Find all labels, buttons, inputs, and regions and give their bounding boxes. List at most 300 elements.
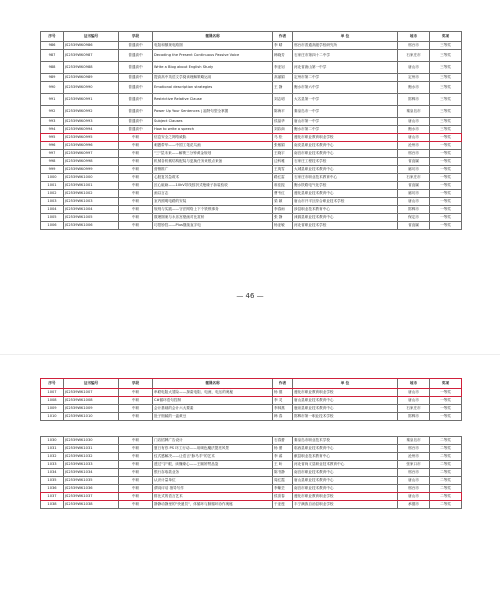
- table-row: [41, 74, 462, 82]
- cell-unit: 邯郸市第一职业技术学校: [293, 413, 398, 421]
- cell-city: 唐山市: [398, 62, 430, 74]
- cell-num: 1004: [41, 206, 64, 214]
- cell-author: 谁佳振: [273, 182, 293, 190]
- cell-num: 1003: [41, 198, 64, 206]
- cell-cert: JS2539WK0999: [64, 166, 119, 174]
- cell-award: 一等奖: [430, 198, 462, 206]
- cell-cert: JS2539WK1003: [64, 198, 119, 206]
- cell-num: 992: [41, 106, 64, 118]
- cell-num: 999: [41, 166, 64, 174]
- cell-title: 串联电阻大冒险——探索电阻、电流、电压的奥秘: [153, 389, 273, 397]
- cell-award: 二等奖: [430, 501, 462, 509]
- table-row: [41, 82, 462, 94]
- cell-title: C#循环语句控制: [153, 397, 273, 405]
- cell-award: 一等奖: [430, 166, 462, 174]
- cell-city: 省直属: [398, 222, 430, 230]
- cell-title: 数理图案与永乐宫壁画对比赏析: [153, 214, 273, 222]
- cell-stage: 中职: [119, 477, 153, 485]
- cell-cert: JS2539WK1034: [64, 469, 119, 477]
- cell-author: 路红雷: [273, 174, 293, 182]
- cell-stage: 中职: [119, 445, 153, 453]
- cell-author: 曹韦红: [273, 190, 293, 198]
- table-row: [41, 461, 462, 469]
- cell-title: 提高高中英语文学阅读理解策略运用: [153, 74, 273, 82]
- cell-city: 秦皇岛市: [398, 106, 430, 118]
- cell-unit: 石家庄工程技术学校: [293, 158, 398, 166]
- cell-cert: JS2539WK1004: [64, 206, 119, 214]
- cell-stage: 普通高中: [119, 82, 153, 94]
- cell-unit: 衡水市第二中学: [293, 126, 398, 134]
- table-row: [41, 405, 462, 413]
- cell-title: 匠心砥砺——10kV导线按折式绝缘子拆装验收: [153, 182, 273, 190]
- cell-cert: JS2539WK0987: [64, 50, 119, 62]
- cell-stage: 中职: [119, 142, 153, 150]
- cell-author: 刘彩商: [273, 126, 293, 134]
- cell-cert: JS2539WK0997: [64, 150, 119, 158]
- cell-unit: 唐山市第一中学: [293, 118, 398, 126]
- cell-city: 承德市: [398, 501, 430, 509]
- cell-stage: 中职: [119, 461, 153, 469]
- cell-author: 侯喜春: [273, 493, 293, 501]
- cell-city: 廊坊市: [398, 190, 430, 198]
- cell-author: 韩 春: [273, 413, 293, 421]
- col-header-author: 作者: [273, 379, 293, 389]
- cell-city: 邯郸市: [398, 94, 430, 106]
- cell-award: 一等奖: [430, 389, 462, 397]
- cell-title: 信息安全之网络威胁: [153, 134, 273, 142]
- cell-num: 993: [41, 118, 64, 126]
- table-row: [41, 453, 462, 461]
- col-header-stage: 学段: [119, 379, 153, 389]
- cell-stage: 中职: [119, 493, 153, 501]
- table-header-row: [41, 32, 462, 42]
- cell-unit: 唐山县职业技术教育中心: [293, 397, 398, 405]
- cell-author: 李紫芸: [273, 485, 293, 493]
- cell-title: 静静动静里的"快递员"，体循环与肺循环协作奥秘: [153, 501, 273, 509]
- cell-author: 李 晴: [273, 42, 293, 50]
- cell-stage: 中职: [119, 174, 153, 182]
- cell-cert: JS2539WK1033: [64, 461, 119, 469]
- table-row: [41, 397, 462, 405]
- cell-num: 987: [41, 50, 64, 62]
- cell-city: 石家庄市: [398, 174, 430, 182]
- cell-num: 1036: [41, 485, 64, 493]
- cell-cert: JS2539WK1001: [64, 182, 119, 190]
- cell-num: 989: [41, 74, 64, 82]
- cell-unit: 遵化市职业教育职业学校: [293, 389, 398, 397]
- cell-unit: 南宫市职业技术教育中心: [293, 469, 398, 477]
- cell-author: 杨 蕾: [273, 445, 293, 453]
- cell-unit: 衡水铁路电气化学校: [293, 182, 398, 190]
- cell-award: 一等奖: [430, 405, 462, 413]
- cell-author: 梁 颖: [273, 198, 293, 206]
- table-row: [41, 206, 462, 214]
- table-body: [41, 437, 462, 509]
- cell-stage: 中职: [119, 166, 153, 174]
- page-divider: [0, 354, 500, 355]
- cell-num: 990: [41, 82, 64, 94]
- cell-unit: 邢台市普通高级学校研究所: [293, 42, 398, 50]
- cell-city: 唐山市: [398, 477, 430, 485]
- cell-title: 机械各机械结构配装与更换任务来根点来备: [153, 158, 273, 166]
- cell-author: 高丽娟: [273, 74, 293, 82]
- col-header-num: 序号: [41, 32, 64, 42]
- cell-city: 衡水市: [398, 126, 430, 134]
- cell-award: 三等奖: [430, 74, 462, 82]
- cell-city: 省直属: [398, 158, 430, 166]
- cell-author: 刘志明: [273, 94, 293, 106]
- cell-city: 唐山市: [398, 389, 430, 397]
- cell-author: 李春雨: [273, 206, 293, 214]
- cell-num: 1005: [41, 214, 64, 222]
- col-header-title: 微课名称: [153, 379, 273, 389]
- cell-city: 唐山市: [398, 134, 430, 142]
- cell-cert: JS2539WK1009: [64, 405, 119, 413]
- cell-num: 1030: [41, 437, 64, 445]
- cell-cert: JS2539WK1035: [64, 477, 119, 485]
- award-table-page47-top: [40, 378, 462, 421]
- table-row: [41, 190, 462, 198]
- cell-cert: JS2539WK1006: [64, 222, 119, 230]
- cell-title: Restrictive Relative Clause: [153, 94, 273, 106]
- cell-award: 一等奖: [430, 397, 462, 405]
- cell-author: 边科雅: [273, 158, 293, 166]
- cell-city: 石家庄市: [398, 405, 430, 413]
- cell-unit: 涞源县职业技术教育中心: [293, 214, 398, 222]
- table-row: [41, 437, 462, 445]
- cell-unit: 秦皇岛市职业技术学校: [293, 437, 398, 445]
- cell-title: 透过"字"眼，读懂缘心——王顺婷赞品鉴: [153, 461, 273, 469]
- cell-city: 沧州市: [398, 453, 430, 461]
- cell-title: 谓词评话 指导写作: [153, 485, 273, 493]
- cell-author: 王 昕: [273, 461, 293, 469]
- cell-cert: JS2539WK1031: [64, 445, 119, 453]
- cell-num: 1001: [41, 182, 64, 190]
- cell-award: 二等奖: [430, 469, 462, 477]
- cell-cert: JS2539WK0986: [64, 42, 119, 50]
- cell-unit: 遵化市职业教育职业学校: [293, 134, 398, 142]
- cell-unit: 河北省职业技术学校: [293, 222, 398, 230]
- cell-title: 肚子细腻的一盅黄豆: [153, 413, 273, 421]
- table-row: [41, 485, 462, 493]
- cell-city: 廊坊市: [398, 166, 430, 174]
- cell-cert: JS2539WK0995: [64, 134, 119, 142]
- cell-unit: 唐山市开平区综合职业技术学校: [293, 198, 398, 206]
- cell-unit: 衡水市第六中学: [293, 82, 398, 94]
- cell-stage: 普通高中: [119, 74, 153, 82]
- cell-author: 周红霞: [273, 477, 293, 485]
- cell-title: Decoding the Present Continuous Passive Voice: [153, 50, 273, 62]
- table-row: [41, 469, 462, 477]
- cell-title: Subject Clauses: [153, 118, 273, 126]
- cell-stage: 中职: [119, 198, 153, 206]
- cell-unit: 大名县第一中学: [293, 94, 398, 106]
- cell-num: 1007: [41, 389, 64, 397]
- cell-city: 石家庄市: [398, 50, 430, 62]
- table-row: [41, 142, 462, 150]
- cell-num: 1008: [41, 397, 64, 405]
- award-table-page47-bottom: [40, 436, 462, 509]
- cell-unit: 大城县职业技术教育中心: [293, 166, 398, 174]
- cell-num: 994: [41, 126, 64, 134]
- cell-stage: 中职: [119, 190, 153, 198]
- cell-num: 988: [41, 62, 64, 74]
- cell-stage: 中职: [119, 437, 153, 445]
- cell-title: 心脏复苏急救术: [153, 174, 273, 182]
- cell-title: 认识计量单位: [153, 477, 273, 485]
- col-header-city: 地市: [398, 32, 430, 42]
- cell-unit: 河北省尚义县职业技术教育中心: [293, 461, 398, 469]
- cell-unit: 遵化市职业教育职业学校: [293, 493, 398, 501]
- cell-unit: 唐山县职业技术教育中心: [293, 477, 398, 485]
- cell-stage: 中职: [119, 469, 153, 477]
- table-row: [41, 106, 462, 118]
- cell-author: 杨 德: [273, 389, 293, 397]
- table-row: [41, 150, 462, 158]
- cell-award: 二等奖: [430, 445, 462, 453]
- cell-num: 995: [41, 134, 64, 142]
- cell-author: 李 灵: [273, 397, 293, 405]
- cell-stage: 普通高中: [119, 106, 153, 118]
- cell-award: 一等奖: [430, 158, 462, 166]
- cell-stage: 中职: [119, 214, 153, 222]
- cell-stage: 中职: [119, 397, 153, 405]
- cell-cert: JS2539WK1038: [64, 501, 119, 509]
- table-row: [41, 445, 462, 453]
- cell-num: 991: [41, 94, 64, 106]
- cell-award: 一等奖: [430, 206, 462, 214]
- cell-award: 三等奖: [430, 62, 462, 74]
- table-body: [41, 389, 462, 421]
- cell-num: 1034: [41, 469, 64, 477]
- cell-num: 986: [41, 42, 64, 50]
- cell-award: 一等奖: [430, 222, 462, 230]
- cell-award: 三等奖: [430, 42, 462, 50]
- col-header-award: 奖项: [430, 379, 462, 389]
- cell-unit: 南皮县职业技术教育中心: [293, 142, 398, 150]
- cell-stage: 普通高中: [119, 50, 153, 62]
- cell-award: 一等奖: [430, 174, 462, 182]
- col-header-award: 奖项: [430, 32, 462, 42]
- cell-unit: 遵化县职业技术教育中心: [293, 190, 398, 198]
- table-row: [41, 94, 462, 106]
- cell-cert: JS2539WK1030: [64, 437, 119, 445]
- table-row: [41, 413, 462, 421]
- cell-cert: JS2539WK1037: [64, 493, 119, 501]
- cell-award: 一等奖: [430, 413, 462, 421]
- cell-stage: 中职: [119, 134, 153, 142]
- cell-award: 二等奖: [430, 493, 462, 501]
- cell-unit: 河北省唐山第一中学: [293, 62, 398, 74]
- cell-num: 996: [41, 142, 64, 150]
- cell-unit: 定州市第二中学: [293, 74, 398, 82]
- col-header-city: 地市: [398, 379, 430, 389]
- table-row: [41, 477, 462, 485]
- cell-title: 室内照明电路的安装: [153, 198, 273, 206]
- cell-author: 李 睿: [273, 453, 293, 461]
- cell-author: 王 静: [273, 82, 293, 94]
- cell-city: 唐山市: [398, 118, 430, 126]
- table-row: [41, 158, 462, 166]
- cell-num: 1035: [41, 477, 64, 485]
- cell-stage: 中职: [119, 222, 153, 230]
- cell-cert: JS2539WK0988: [64, 62, 119, 74]
- cell-city: 邢台市: [398, 445, 430, 453]
- cell-author: 马 松: [273, 134, 293, 142]
- cell-unit: 秦皇岛市一中学: [293, 106, 398, 118]
- cell-title: "三"层未来——解锁三分钟黄金规划: [153, 150, 273, 158]
- cell-unit: 南宫市职业技术教育中心: [293, 150, 398, 158]
- cell-stage: 普通高中: [119, 126, 153, 134]
- cell-num: 997: [41, 150, 64, 158]
- cell-num: 1031: [41, 445, 64, 453]
- cell-award: 一等奖: [430, 142, 462, 150]
- cell-city: 唐山市: [398, 397, 430, 405]
- cell-cert: JS2539WK1007: [64, 389, 119, 397]
- cell-cert: JS2539WK1002: [64, 190, 119, 198]
- cell-award: 三等奖: [430, 118, 462, 126]
- cell-author: 石春蕾: [273, 437, 293, 445]
- col-header-author: 作者: [273, 32, 293, 42]
- table-row: [41, 166, 462, 174]
- cell-city: 沧州市: [398, 142, 430, 150]
- table-row: [41, 501, 462, 509]
- cell-num: 998: [41, 158, 64, 166]
- cell-cert: JS2539WK0989: [64, 74, 119, 82]
- col-header-unit: 单 位: [293, 379, 398, 389]
- table-row: [41, 174, 462, 182]
- cell-title: Emotional description strategies: [153, 82, 273, 94]
- cell-stage: 普通高中: [119, 42, 153, 50]
- cell-city: 衡水市: [398, 82, 430, 94]
- table-row: [41, 222, 462, 230]
- cell-title: 刺愚带华——中国工笔花鸟画: [153, 142, 273, 150]
- cell-author: 李亚钊: [273, 62, 293, 74]
- cell-stage: 中职: [119, 206, 153, 214]
- cell-title: 门店招牌广告设计: [153, 437, 273, 445]
- cell-author: 李林燕: [273, 405, 293, 413]
- cell-stage: 普通高中: [119, 94, 153, 106]
- table-row: [41, 42, 462, 50]
- cell-title: 营销推广: [153, 166, 273, 174]
- col-header-unit: 单 位: [293, 32, 398, 42]
- cell-award: 二等奖: [430, 437, 462, 445]
- cell-title: 会计基础的会计六大要素: [153, 405, 273, 413]
- cell-award: 一等奖: [430, 190, 462, 198]
- cell-title: 夏日有你 PS 环工行动——用调色魔法提亮风景: [153, 445, 273, 453]
- cell-stage: 普通高中: [119, 62, 153, 74]
- cell-stage: 中职: [119, 453, 153, 461]
- cell-title: 电阻和额规电路图: [153, 42, 273, 50]
- cell-cert: JS2539WK1005: [64, 214, 119, 222]
- cell-award: 二等奖: [430, 461, 462, 469]
- cell-author: 王爽雪: [273, 166, 293, 174]
- cell-award: 三等奖: [430, 126, 462, 134]
- cell-unit: 石家庄市职业技术教育中心: [293, 174, 398, 182]
- cell-cert: JS2539WK1010: [64, 413, 119, 421]
- table-row: [41, 126, 462, 134]
- page-number: — 46 —: [236, 292, 264, 300]
- cell-award: 二等奖: [430, 477, 462, 485]
- cell-city: 唐山市: [398, 198, 430, 206]
- cell-title: 规则与实践——守法网络上下个铁锁事务: [153, 206, 273, 214]
- cell-cert: JS2539WK1000: [64, 174, 119, 182]
- cell-stage: 中职: [119, 485, 153, 493]
- cell-cert: JS2539WK0991: [64, 94, 119, 106]
- cell-title: Write a Blog about English Study: [153, 62, 273, 74]
- cell-title: Power Up Your Sentences | 福特句型全掌握: [153, 106, 273, 118]
- cell-num: 1002: [41, 190, 64, 198]
- cell-cert: JS2539WK0993: [64, 118, 119, 126]
- cell-author: 杨亚敏: [273, 222, 293, 230]
- col-header-title: 微课名称: [153, 32, 273, 42]
- table-body: [41, 42, 462, 230]
- cell-stage: 中职: [119, 413, 153, 421]
- cell-cert: JS2539WK0990: [64, 82, 119, 94]
- table-row: [41, 198, 462, 206]
- cell-city: 邢台市: [398, 42, 430, 50]
- cell-author: 王晓宇: [273, 150, 293, 158]
- table-row: [41, 50, 462, 62]
- cell-city: 定州市: [398, 74, 430, 82]
- cell-city: 唐山市: [398, 493, 430, 501]
- cell-city: 保定市: [398, 214, 430, 222]
- cell-title: 银行存取款业务: [153, 469, 273, 477]
- cell-award: 二等奖: [430, 485, 462, 493]
- cell-city: 邯郸市: [398, 206, 430, 214]
- cell-award: 二等奖: [430, 453, 462, 461]
- cell-stage: 中职: [119, 405, 153, 413]
- cell-city: 省直属: [398, 182, 430, 190]
- cell-num: 1009: [41, 405, 64, 413]
- cell-stage: 普通高中: [119, 118, 153, 126]
- cell-title: How to write a speech: [153, 126, 273, 134]
- cell-title: 画以言志: [153, 190, 273, 198]
- cell-num: 1006: [41, 222, 64, 230]
- cell-award: 一等奖: [430, 134, 462, 142]
- cell-num: 1000: [41, 174, 64, 182]
- table-row: [41, 182, 462, 190]
- cell-author: 陈书静: [273, 469, 293, 477]
- cell-author: 于亚莲: [273, 501, 293, 509]
- cell-author: 陈海平: [273, 106, 293, 118]
- table-row: [41, 62, 462, 74]
- cell-stage: 中职: [119, 501, 153, 509]
- col-header-cert: 证书编号: [64, 379, 119, 389]
- cell-city: 秦皇岛市: [398, 437, 430, 445]
- cell-title: 巧搭妙控——Plus继续直字电: [153, 222, 273, 230]
- cell-author: 韩晓芳: [273, 50, 293, 62]
- cell-cert: JS2539WK1008: [64, 397, 119, 405]
- cell-award: 三等奖: [430, 94, 462, 106]
- cell-stage: 中职: [119, 182, 153, 190]
- cell-award: 三等奖: [430, 50, 462, 62]
- cell-unit: 临西县职业技术教育中心: [293, 445, 398, 453]
- table-row: [41, 214, 462, 222]
- table-row-highlighted: [41, 493, 462, 501]
- cell-num: 1038: [41, 501, 64, 509]
- table-row-highlighted: [41, 134, 462, 142]
- col-header-stage: 学段: [119, 32, 153, 42]
- cell-title: 仪式感解决——让语言"脉马手"的艺术: [153, 453, 273, 461]
- cell-num: 1032: [41, 453, 64, 461]
- cell-award: 三等奖: [430, 82, 462, 94]
- cell-stage: 中职: [119, 158, 153, 166]
- cell-author: 张敏娟: [273, 142, 293, 150]
- cell-award: 三等奖: [430, 106, 462, 118]
- cell-num: 1037: [41, 493, 64, 501]
- cell-award: 一等奖: [430, 182, 462, 190]
